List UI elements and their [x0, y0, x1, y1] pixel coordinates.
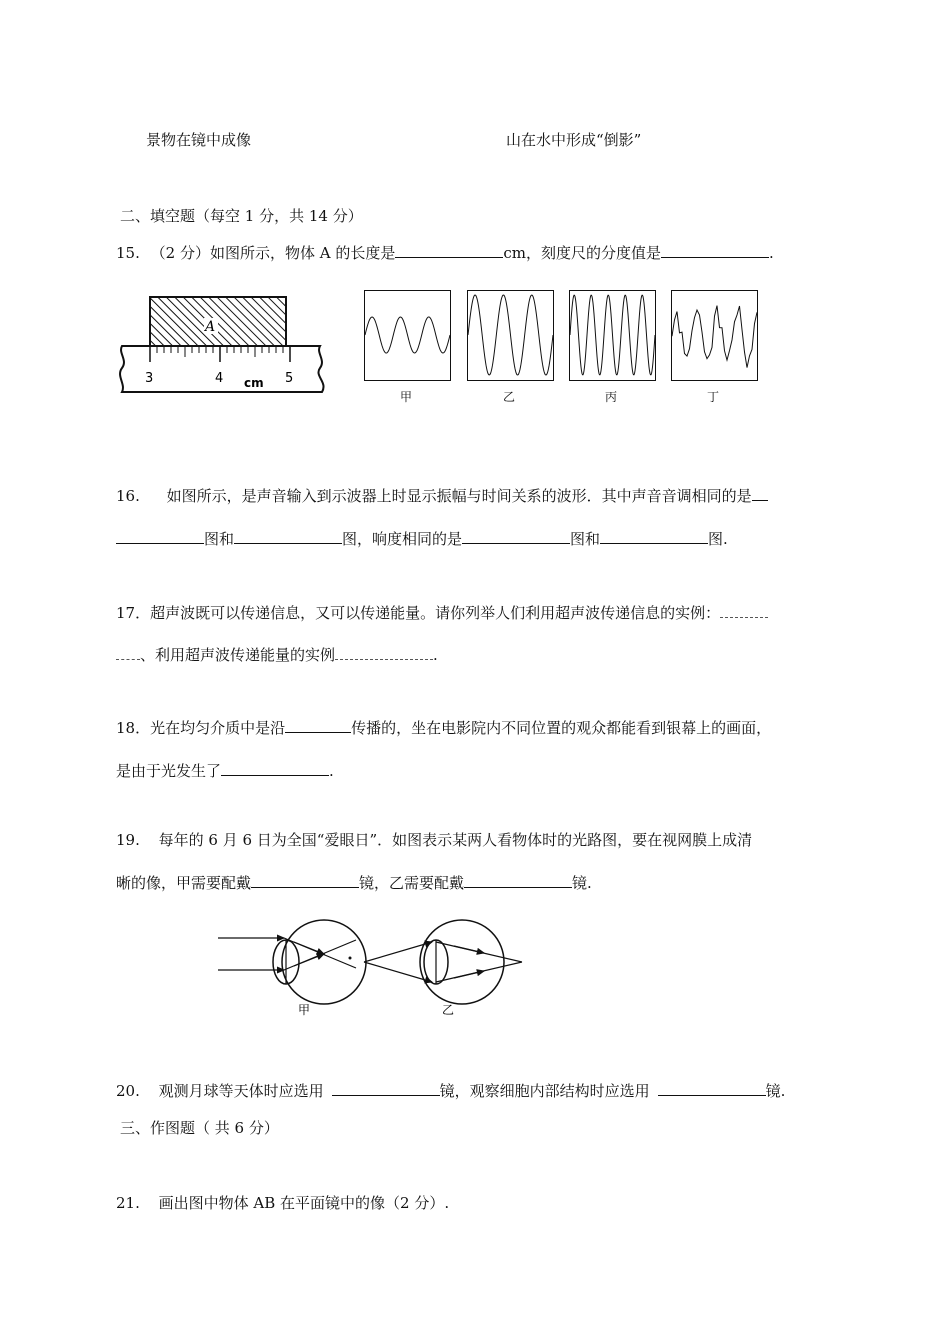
- question-17: [116, 603, 768, 623]
- question-18: [116, 718, 771, 738]
- waveform-label: 丁: [707, 390, 720, 404]
- question-text: cm，刻度尺的分度值是: [503, 244, 661, 262]
- answer-blank[interactable]: [464, 873, 572, 888]
- answer-blank[interactable]: [285, 718, 351, 733]
- waveform-ding: [671, 290, 758, 381]
- question-text: 传播的，坐在电影院内不同位置的观众都能看到银幕上的画面，: [351, 719, 772, 737]
- question-text: 画出图中物体 AB 在平面镜中的像（2 分）.: [158, 1194, 450, 1212]
- eye-label: 乙: [442, 1003, 455, 1017]
- eye-label: 甲: [298, 1003, 311, 1017]
- answer-blank[interactable]: [752, 486, 768, 501]
- question-16: [116, 486, 768, 506]
- answer-blank[interactable]: [462, 529, 570, 544]
- waveform-jia: [364, 290, 451, 381]
- ruler-tick-label: 3: [145, 371, 154, 386]
- question-text: 晰的像，甲需要配戴: [116, 874, 252, 892]
- eye-light-path-diagram: [214, 918, 540, 1020]
- question-number: 15.: [116, 244, 140, 262]
- question-text: 、利用超声波传递能量的实例: [140, 646, 336, 664]
- question-text: 17．超声波既可以传递信息，又可以传递能量。请你列举人们利用超声波传递信息的实例：: [116, 604, 721, 622]
- question-text: .: [433, 646, 438, 664]
- question-text: （2 分）如图所示，物体 A 的长度是: [150, 244, 396, 262]
- answer-blank[interactable]: [116, 645, 140, 660]
- ruler-unit: cm: [244, 376, 264, 390]
- question-text: 每年的 6 月 6 日为全国“爱眼日”．如图表示某两人看物体时的光路图，要在视网膜上成清: [158, 831, 753, 849]
- question-text: 观测月球等天体时应选用: [158, 1082, 324, 1100]
- eye-jia: [218, 920, 366, 1004]
- question-text: 图和: [204, 530, 235, 548]
- question-text: 如图所示，是声音输入到示波器上时显示振幅与时间关系的波形．其中声音音调相同的是: [166, 487, 752, 505]
- waveform-bing-plot: [570, 291, 655, 380]
- question-text: 图和: [570, 530, 601, 548]
- answer-blank[interactable]: [600, 529, 708, 544]
- question-text: 图.: [708, 530, 728, 548]
- question-text: 镜.: [572, 874, 592, 892]
- eye-yi: [364, 920, 522, 1004]
- question-17-line2: [116, 645, 438, 665]
- waveform-bing: [569, 290, 656, 381]
- answer-blank[interactable]: [251, 873, 359, 888]
- waveform-yi-plot: [468, 291, 553, 380]
- question-number: 19.: [116, 831, 140, 849]
- answer-blank[interactable]: [335, 645, 433, 660]
- waveform-label: 甲: [400, 390, 413, 404]
- waveform-ding-plot: [672, 291, 757, 380]
- question-number: 20.: [116, 1082, 140, 1100]
- ruler-tick-label: 4: [215, 371, 224, 386]
- caption-left: 景物在镜中成像: [146, 131, 252, 149]
- question-text: 是由于光发生了: [116, 762, 222, 780]
- waveform-yi: [467, 290, 554, 381]
- question-19-line2: [116, 873, 592, 893]
- answer-blank[interactable]: [116, 529, 204, 544]
- question-text: 图，响度相同的是: [342, 530, 463, 548]
- caption-right: 山在水中形成“倒影”: [506, 131, 642, 149]
- section-heading-fill-in: 二、填空题（每空 1 分，共 14 分）: [120, 207, 363, 225]
- object-label: A: [205, 319, 216, 335]
- waveform-label: 乙: [503, 390, 516, 404]
- question-text: .: [768, 244, 774, 262]
- question-21: [116, 1193, 449, 1213]
- answer-blank[interactable]: [658, 1081, 766, 1096]
- question-19: [116, 830, 752, 850]
- ruler-tick-label: 5: [285, 371, 294, 386]
- question-20: [116, 1081, 785, 1101]
- question-text: 镜，乙需要配戴: [359, 874, 465, 892]
- ruler-figure: [116, 290, 334, 400]
- answer-blank[interactable]: [332, 1081, 440, 1096]
- question-16-line2: [116, 529, 728, 549]
- waveform-label: 丙: [605, 390, 618, 404]
- answer-blank[interactable]: [395, 243, 503, 258]
- waveform-jia-plot: [365, 291, 450, 380]
- question-15: [116, 243, 774, 263]
- answer-blank[interactable]: [720, 603, 768, 618]
- question-text: .: [329, 762, 334, 780]
- answer-blank[interactable]: [661, 243, 769, 258]
- answer-blank[interactable]: [221, 761, 329, 776]
- question-number: 21.: [116, 1194, 140, 1212]
- question-number: 16.: [116, 487, 140, 505]
- answer-blank[interactable]: [234, 529, 342, 544]
- section-heading-drawing: 三、作图题（ 共 6 分）: [120, 1119, 279, 1137]
- question-18-line2: [116, 761, 334, 781]
- question-text: 镜.: [765, 1082, 786, 1100]
- question-text: 镜，观察细胞内部结构时应选用: [439, 1082, 650, 1100]
- question-text: 18．光在均匀介质中是沿: [116, 719, 286, 737]
